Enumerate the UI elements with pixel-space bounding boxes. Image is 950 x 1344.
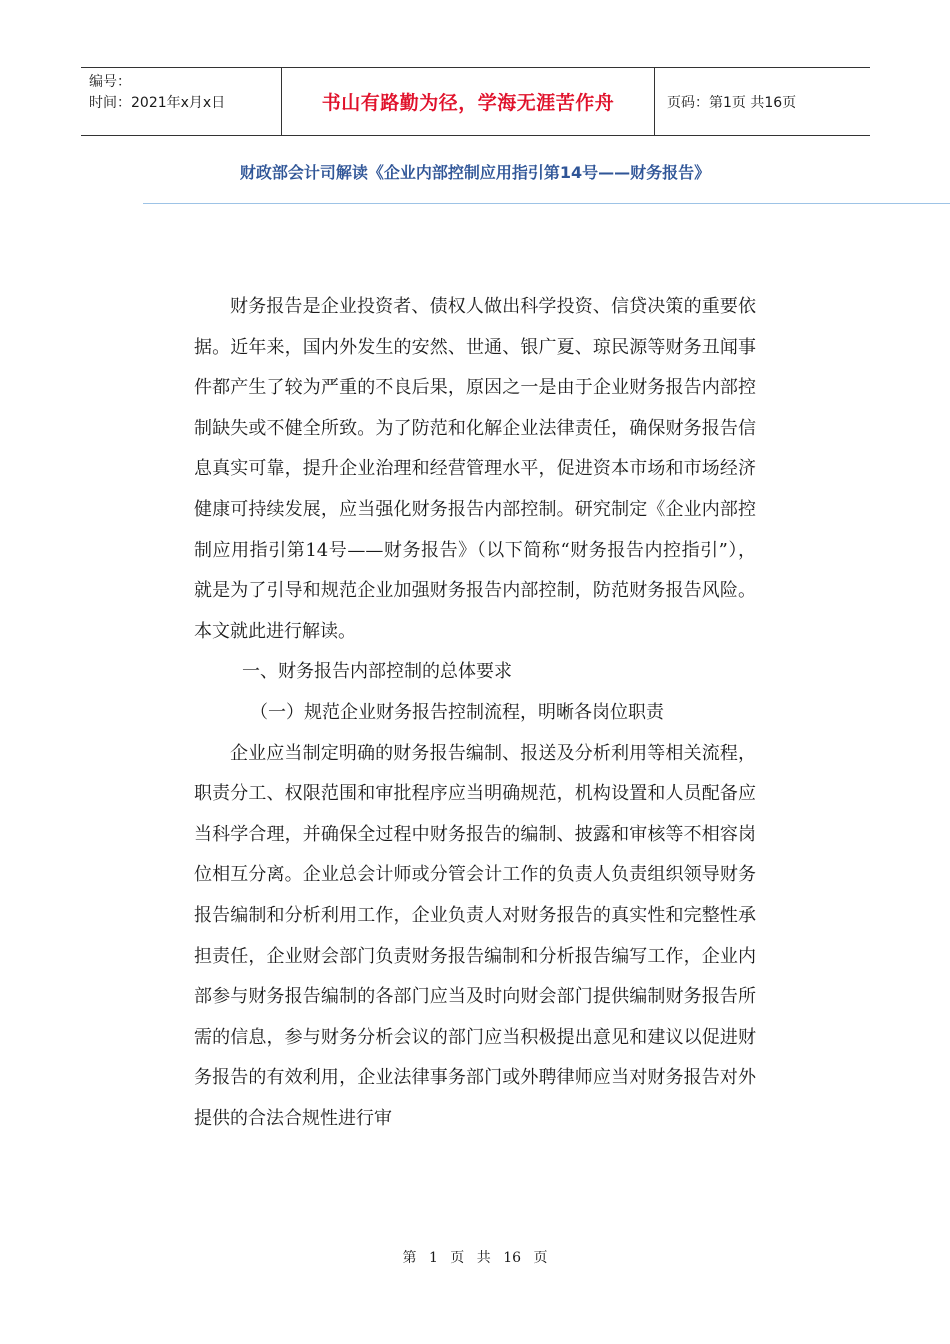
header-table [81,67,870,136]
header-motto: 书山有路勤为径，学海无涯苦作舟 [281,68,655,135]
subsection-heading: （一）规范企业财务报告控制流程，明晰各岗位职责 [250,701,664,723]
document-time-label: 时间：2021年x月x日 [89,95,226,111]
header-meta-cell [81,68,281,135]
body-paragraph: 企业应当制定明确的财务报告编制、报送及分析利用等相关流程，职责分工、权限范围和审批程序应当明确规范，机构设置和人员配备应当科学合理，并确保全过程中财务报告的编制、披露和审核等不相容岗位相互分离。企业总会计师或分管会计工作的负责人负责组织领导财务报告编制和分析利用工作，企业负责人对财务报告的真实性和完整性承担责任，企业财会部门负责财务报告编制和分析报告编写工作，企业内部参与财务报告编制的各部门应当及时向财会部门提供编制财务报告所需的信息，参与财务分析会议的部门应当积极提出意见和建议以促进财务报告的有效利用，企业法律事务部门或外聘律师应当对财务报告对外提供的合法合规性进行审 [194,742,756,1129]
header-page-info: 页码：第1页 共16页 [667,94,797,111]
section-heading: 一、财务报告内部控制的总体要求 [242,661,512,683]
document-title: 财政部会计司解读《企业内部控制应用指引第14号——财务报告》 [239,163,711,182]
document-body [194,287,756,1139]
page-footer: 第 1 页 共 16 页 [402,1250,548,1266]
intro-paragraph: 财务报告是企业投资者、债权人做出科学投资、信贷决策的重要依据。近年来，国内外发生的安然、世通、银广夏、琼民源等财务丑闻事件都产生了较为严重的不良后果，原因之一是由于企业财务报告内部控制缺失或不健全所致。为了防范和化解企业法律责任，确保财务报告信息真实可靠，提升企业治理和经营管理水平，促进资本市场和市场经济健康可持续发展，应当强化财务报告内部控制。研究制定《企业内部控制应用指引第14号——财务报告》（以下简称“财务报告内控指引”），就是为了引导和规范企业加强财务报告内部控制，防范财务报告风险。本文就此进行解读。 [194,296,756,642]
title-divider [143,203,950,204]
document-number-label: 编号： [89,74,131,90]
